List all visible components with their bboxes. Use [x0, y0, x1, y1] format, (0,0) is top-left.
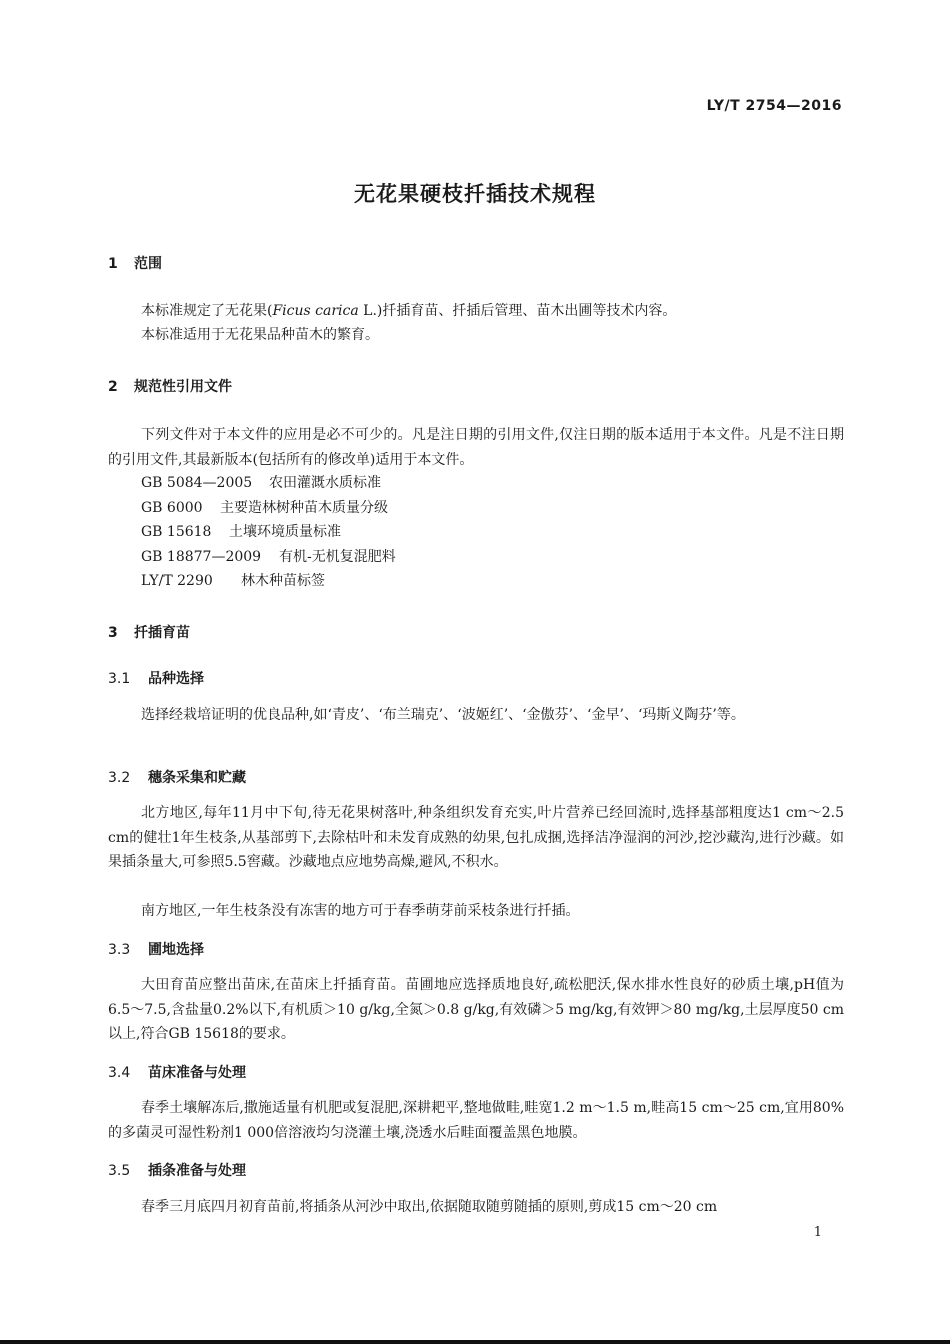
- section-1-paragraph-1: [108, 299, 844, 324]
- subsection-3-1-heading: [108, 668, 204, 688]
- subsection-title: 苗床准备与处理: [148, 1065, 246, 1081]
- subsection-3-3-heading: [108, 939, 204, 959]
- bottom-border: [0, 1340, 950, 1344]
- section-2-paragraph-1: 下列文件对于本文件的应用是必不可少的。凡是注日期的引用文件,仅注日期的版本适用于本文件。凡是不注日期的引用文件,其最新版本(包括所有的修改单)适用于本文件。: [108, 427, 844, 468]
- subsection-number: 3.1: [108, 671, 131, 687]
- reference-code: LY/T 2290: [141, 573, 213, 589]
- standard-number: LY/T 2754—2016: [706, 98, 842, 114]
- reference-item: [141, 497, 388, 517]
- subsection-3-4-paragraph: 春季土壤解冻后,撒施适量有机肥或复混肥,深耕耙平,整地做畦,畦宽1.2 m～1.5 m,畦高15 cm～25 cm,宜用80%的多菌灵可湿性粉剂1 000倍溶液均匀浇灌土壤,浇透水后畦面覆盖黑色地膜。: [108, 1100, 844, 1141]
- subsection-3-3-paragraph: 大田育苗应整出苗床,在苗床上扦插育苗。苗圃地应选择质地良好,疏松肥沃,保水排水性良好的砂质土壤,pH值为6.5～7.5,含盐量0.2%以下,有机质＞10 g/kg,全氮＞0.8 g/kg,有效磷＞5 mg/kg,有效钾＞80 mg/kg,土层厚度50 cm以上,符合GB 15618的要求。: [108, 977, 844, 1042]
- reference-name: 有机-无机复混肥料: [279, 549, 396, 565]
- subsection-number: 3.2: [108, 770, 131, 786]
- subsection-number: 3.3: [108, 942, 131, 958]
- reference-item: [141, 472, 381, 492]
- section-1-paragraph-2: 本标准适用于无花果品种苗木的繁育。: [141, 327, 379, 343]
- latin-name: Ficus carica: [272, 303, 359, 319]
- reference-name: 主要造林树种苗木质量分级: [220, 500, 388, 516]
- subsection-3-5-heading: [108, 1160, 246, 1180]
- section-number: 1: [108, 256, 118, 272]
- subsection-title: 穗条采集和贮藏: [148, 770, 246, 786]
- document-title: 无花果硬枝扦插技术规程: [354, 182, 596, 206]
- reference-code: GB 18877—2009: [141, 549, 262, 565]
- section-title: 范围: [134, 256, 162, 272]
- subsection-number: 3.4: [108, 1065, 131, 1081]
- subsection-3-5-paragraph: 春季三月底四月初育苗前,将插条从河沙中取出,依据随取随剪随插的原则,剪成15 cm～20 cm: [141, 1199, 718, 1215]
- section-number: 3: [108, 625, 118, 641]
- text-span: L.)扦插育苗、扦插后管理、苗木出圃等技术内容。: [358, 303, 677, 319]
- subsection-3-2-paragraph-2: 南方地区,一年生枝条没有冻害的地方可于春季萌芽前采枝条进行扦插。: [141, 903, 580, 919]
- section-title: 规范性引用文件: [134, 379, 232, 395]
- reference-item: [141, 570, 325, 590]
- reference-code: GB 15618: [141, 524, 212, 540]
- reference-name: 土壤环境质量标准: [229, 524, 341, 540]
- subsection-3-2-paragraph-1: 北方地区,每年11月中下旬,待无花果树落叶,种条组织发育充实,叶片营养已经回流时,选择基部粗度达1 cm～2.5 cm的健壮1年生枝条,从基部剪下,去除枯叶和未发育成熟的幼果,包扎成捆,选择洁净湿润的河沙,挖沙藏沟,进行沙藏。如果插条量大,可参照5.5窖藏。沙藏地点应地势高燥,避风,不积水。: [108, 805, 844, 870]
- section-3-heading: [108, 622, 190, 642]
- subsection-3-4-heading: [108, 1062, 246, 1082]
- subsection-title: 圃地选择: [148, 942, 204, 958]
- reference-code: GB 5084—2005: [141, 475, 253, 491]
- subsection-title: 插条准备与处理: [148, 1163, 246, 1179]
- section-number: 2: [108, 379, 118, 395]
- reference-item: [141, 521, 341, 541]
- section-title: 扦插育苗: [134, 625, 190, 641]
- section-2-heading: [108, 376, 232, 396]
- subsection-number: 3.5: [108, 1163, 131, 1179]
- subsection-3-1-paragraph: 选择经栽培证明的优良品种,如‘青皮’、‘布兰瑞克’、‘波姬红’、‘金傲芬’、‘金早’、‘玛斯义陶芬’等。: [141, 707, 745, 723]
- page-number: 1: [813, 1225, 822, 1240]
- subsection-title: 品种选择: [148, 671, 204, 687]
- section-1-heading: [108, 253, 162, 273]
- text-span: 本标准规定了无花果(: [141, 303, 273, 319]
- reference-name: 农田灌溉水质标准: [269, 475, 381, 491]
- reference-item: [141, 546, 396, 566]
- reference-name: 林木种苗标签: [241, 573, 325, 589]
- reference-code: GB 6000: [141, 500, 203, 516]
- subsection-3-2-heading: [108, 767, 246, 787]
